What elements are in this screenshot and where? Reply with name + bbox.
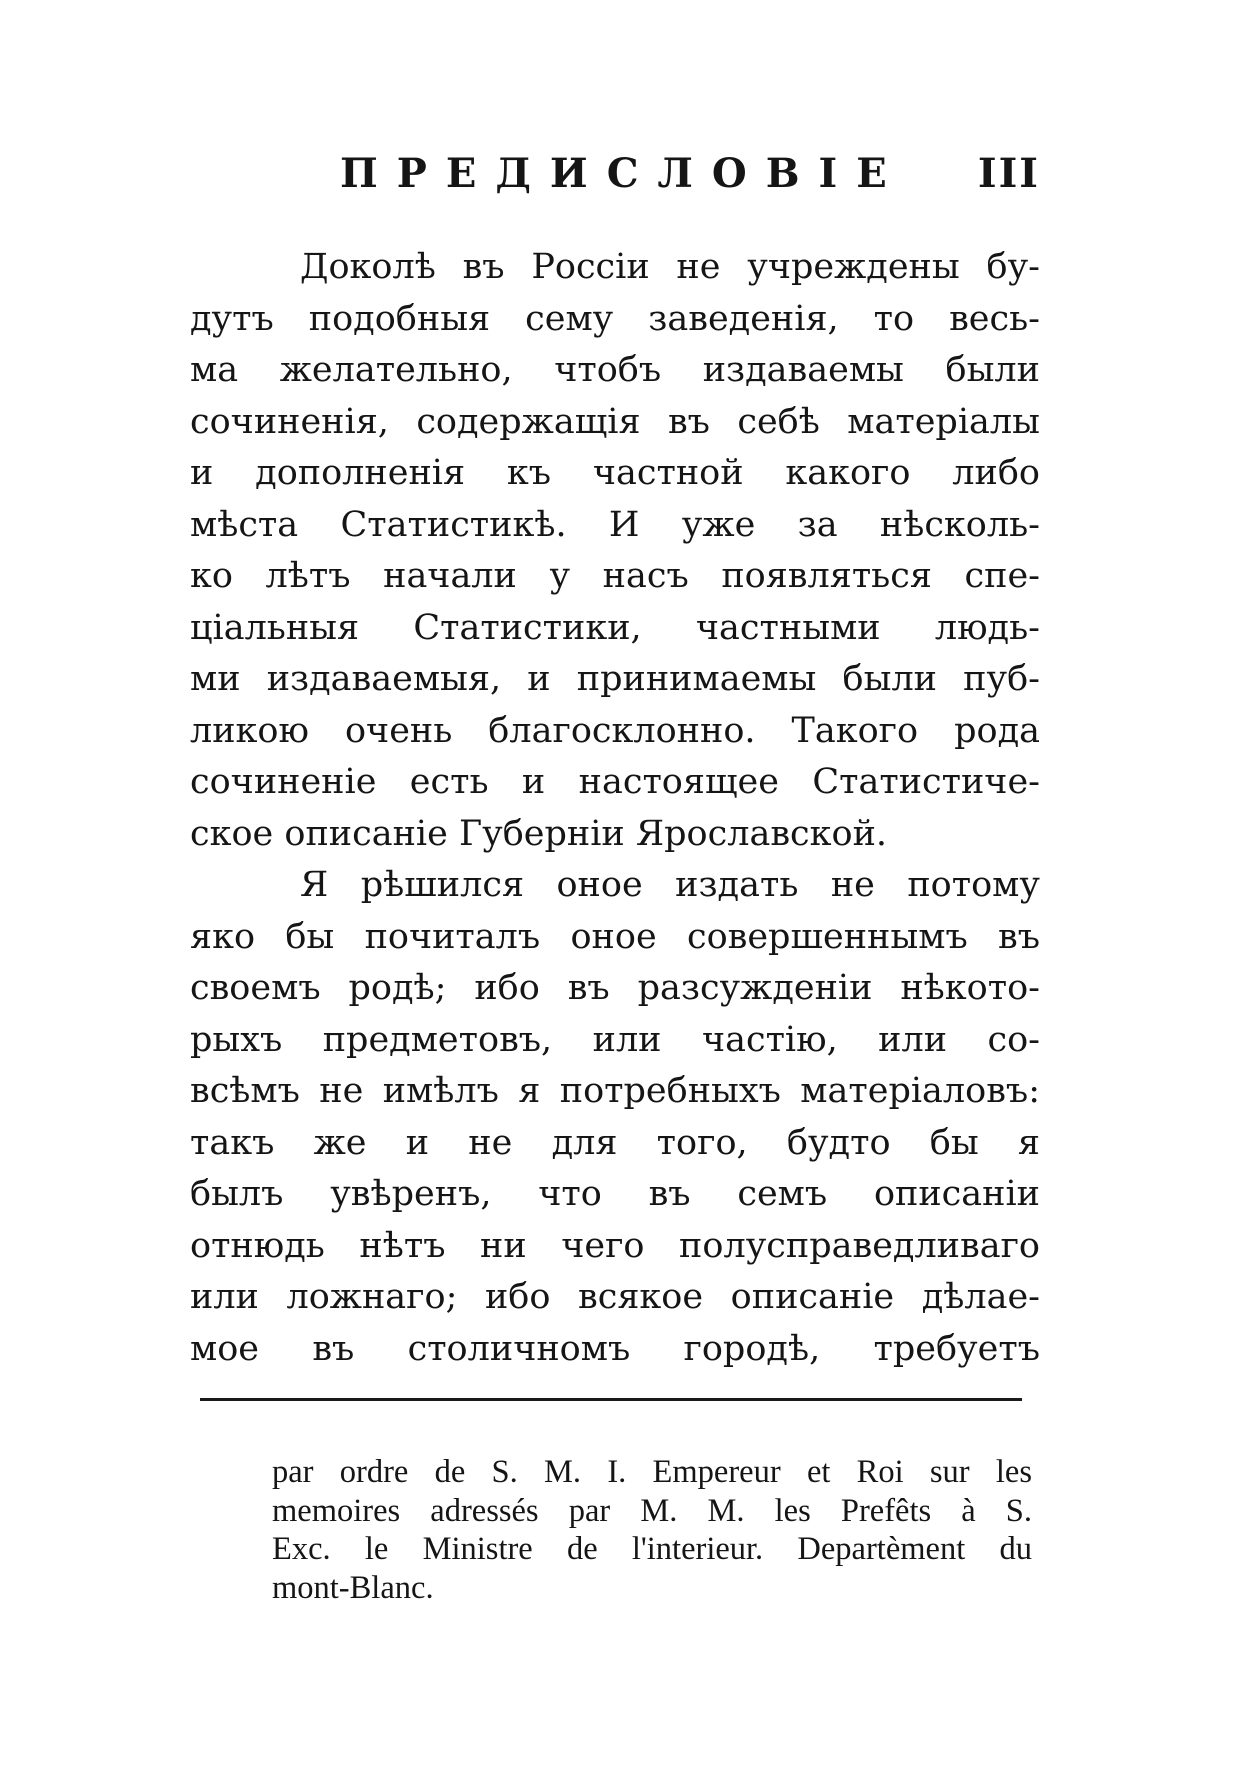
text-line: ми издаваемыя, и принимаемы были пуб- [190, 659, 1040, 699]
text-line: ціальныя Статистики, частными людь- [190, 607, 1040, 648]
text-line: такъ же и не для того, будто бы я [190, 1122, 1040, 1163]
footnote-line: par ordre de S. M. I. Empereur et Roi sur les [272, 1454, 1032, 1490]
text-line: ма желательно, чтобъ издаваемы были [190, 350, 1040, 390]
text-line: отнюдь нѣтъ ни чего полусправедливаго [190, 1225, 1040, 1266]
text-line: рыхъ предметовъ, или частію, или со- [190, 1019, 1040, 1060]
text-line: своемъ родѣ; ибо въ разсужденіи нѣкото- [190, 968, 1040, 1008]
page-number: III [977, 150, 1040, 197]
text-line: сочиненія, содержащія въ себѣ матеріалы [190, 401, 1040, 442]
text-line: ко лѣтъ начали у насъ появляться спе- [190, 556, 1040, 596]
text-line: Я рѣшился оное издать не потому [300, 865, 1040, 905]
text-line: мое въ столичномъ городѣ, требуетъ [190, 1328, 1040, 1369]
text-line: дутъ подобныя сему заведенія, то весь- [190, 298, 1040, 339]
text-line: или ложнаго; ибо всякое описаніе дѣлае- [190, 1277, 1040, 1317]
text-line: былъ увѣренъ, что въ семъ описаніи [190, 1174, 1040, 1214]
footnote [272, 1453, 1032, 1607]
footnote-line: mont-Blanc. [272, 1569, 434, 1606]
text-line: Доколѣ въ Россіи не учреждены бу- [300, 247, 1040, 287]
text-line: яко бы почиталъ оное совершеннымъ въ [190, 916, 1040, 957]
text-line: сочиненіе есть и настоящее Статистиче- [190, 762, 1040, 802]
footnote-line: Exc. le Ministre de l'interieur. Departèment du [272, 1531, 1032, 1567]
section-title: ПРЕДИСЛОВІЕ [340, 150, 906, 197]
text-line: всѣмъ не имѣлъ я потребныхъ матеріаловъ: [190, 1071, 1040, 1111]
footnote-divider [200, 1398, 1022, 1401]
text-line: и дополненія къ частной какого либо [190, 453, 1040, 493]
text-line: мѣста Статистикѣ. И уже за нѣсколь- [190, 504, 1040, 545]
footnote-line: memoires adressés par M. M. les Prefêts à S. [272, 1492, 1032, 1529]
running-header [340, 150, 1040, 210]
main-text [190, 242, 1040, 1375]
text-line: ское описаніе Губерніи Ярославской. [190, 813, 888, 854]
text-line: ликою очень благосклонно. Такого рода [190, 710, 1040, 751]
